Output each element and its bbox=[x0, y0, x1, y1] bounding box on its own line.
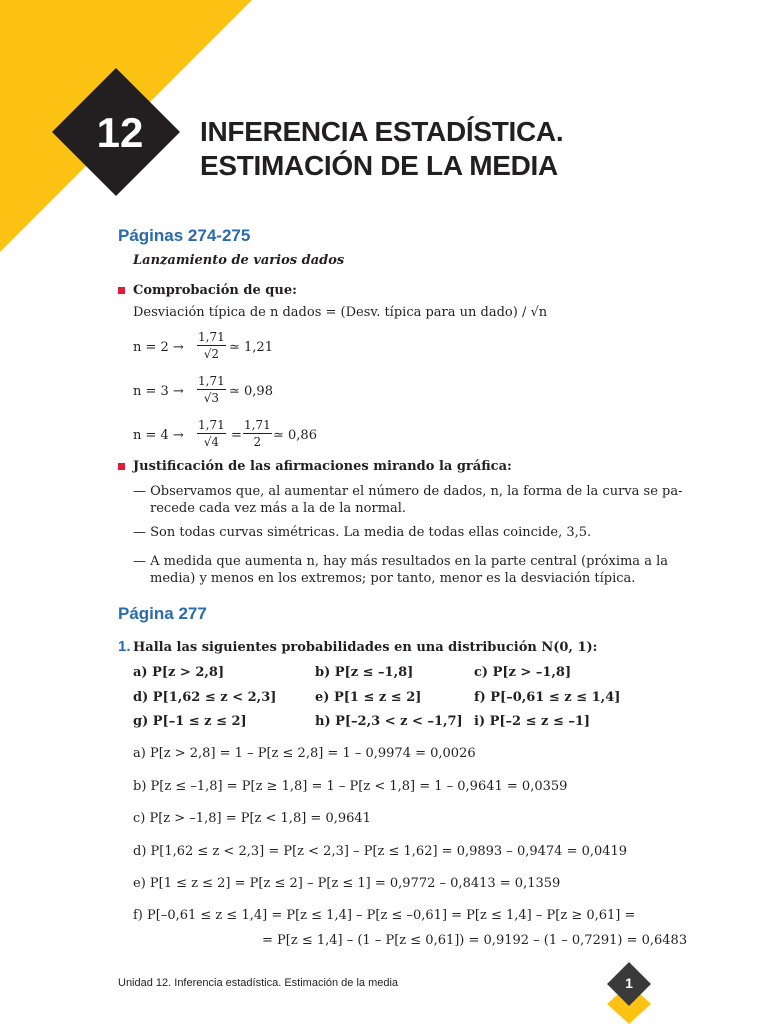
exercise-option-h: h) P[–2,3 < z < –1,7] bbox=[315, 714, 463, 729]
row-n4-result: ≃ 0,86 bbox=[273, 428, 317, 443]
row-n2-label: n = 2 → bbox=[133, 340, 184, 355]
fraction-denominator: √2 bbox=[203, 347, 219, 361]
row-n4-fraction2 bbox=[243, 418, 272, 449]
list-item-3-line1: — A medida que aumenta n, hay más resultados en la parte central (próxima a la bbox=[133, 554, 668, 569]
section-heading-277: Página 277 bbox=[118, 604, 207, 623]
list-item-2: — Son todas curvas simétricas. La media de todas ellas coincide, 3,5. bbox=[133, 525, 592, 540]
row-n3-fraction bbox=[197, 374, 226, 405]
page-title-line2: ESTIMACIÓN DE LA MEDIA bbox=[200, 150, 558, 181]
answer-f: f) P[–0,61 ≤ z ≤ 1,4] = P[z ≤ 1,4] – P[z ≤ –0,61] = P[z ≤ 1,4] – P[z ≥ 0,61] = bbox=[133, 908, 636, 923]
row-n2-result: ≃ 1,21 bbox=[229, 340, 273, 355]
page-number-diamond-icon bbox=[605, 962, 653, 1024]
fraction-numerator: 1,71 bbox=[198, 418, 225, 432]
desviacion-text: Desviación típica de n dados = (Desv. típica para un dado) / √n bbox=[133, 305, 548, 320]
fraction-numerator: 1,71 bbox=[244, 418, 271, 432]
list-item-3-line2: media) y menos en los extremos; por tanto, menor es la desviación típica. bbox=[150, 571, 636, 586]
row-n4-fraction bbox=[197, 418, 226, 449]
section-subtitle: Lanzamiento de varios dados bbox=[133, 253, 345, 268]
footer-unit-title: Unidad 12. Inferencia estadística. Estimación de la media bbox=[118, 977, 399, 989]
page-number: 1 bbox=[625, 975, 633, 991]
exercise-option-c: c) P[z > –1,8] bbox=[474, 665, 572, 680]
exercise-statement: Halla las siguientes probabilidades en una distribución N(0, 1): bbox=[133, 640, 598, 655]
fraction-denominator: 2 bbox=[253, 435, 262, 449]
bullet-heading-comprobacion: Comprobación de que: bbox=[133, 283, 297, 298]
fraction-denominator: √4 bbox=[203, 435, 219, 449]
fraction-numerator: 1,71 bbox=[198, 330, 225, 344]
exercise-option-f: f) P[–0,61 ≤ z ≤ 1,4] bbox=[474, 690, 621, 705]
exercise-option-e: e) P[1 ≤ z ≤ 2] bbox=[315, 690, 422, 705]
exercise-option-i: i) P[–2 ≤ z ≤ –1] bbox=[474, 714, 591, 729]
answer-a: a) P[z > 2,8] = 1 – P[z ≤ 2,8] = 1 – 0,9974 = 0,0026 bbox=[133, 746, 476, 761]
answer-d: d) P[1,62 ≤ z < 2,3] = P[z < 2,3] – P[z ≤ 1,62] = 0,9893 – 0,9474 = 0,0419 bbox=[133, 844, 628, 859]
answer-c: c) P[z > –1,8] = P[z < 1,8] = 0,9641 bbox=[133, 811, 371, 826]
page-title-line1: INFERENCIA ESTADÍSTICA. bbox=[200, 116, 564, 147]
row-n4-equals: = bbox=[231, 428, 242, 443]
answer-f-continuation: = P[z ≤ 1,4] – (1 – P[z ≤ 0,61]) = 0,9192 – (1 – 0,7291) = 0,6483 bbox=[262, 933, 688, 948]
unit-number: 12 bbox=[96, 109, 144, 156]
answer-e: e) P[1 ≤ z ≤ 2] = P[z ≤ 2] – P[z ≤ 1] = 0,9772 – 0,8413 = 0,1359 bbox=[133, 876, 561, 891]
list-item-1-line1: — Observamos que, al aumentar el número de dados, n, la forma de la curva se pa- bbox=[133, 484, 683, 499]
exercise-option-a: a) P[z > 2,8] bbox=[133, 665, 225, 680]
row-n3-result: ≃ 0,98 bbox=[229, 384, 273, 399]
fraction-numerator: 1,71 bbox=[198, 374, 225, 388]
list-item-1-line2: recede cada vez más a la de la normal. bbox=[150, 501, 407, 516]
row-n2-fraction bbox=[197, 330, 226, 361]
bullet-heading-justificacion: Justificación de las afirmaciones mirando la gráfica: bbox=[133, 459, 512, 474]
row-n4-label: n = 4 → bbox=[133, 428, 184, 443]
bullet-square-icon bbox=[118, 463, 125, 470]
bullet-square-icon bbox=[118, 287, 125, 294]
exercise-option-g: g) P[–1 ≤ z ≤ 2] bbox=[133, 714, 247, 729]
exercise-option-b: b) P[z ≤ –1,8] bbox=[315, 665, 414, 680]
exercise-option-d: d) P[1,62 ≤ z < 2,3] bbox=[133, 690, 277, 705]
row-n3-label: n = 3 → bbox=[133, 384, 184, 399]
fraction-denominator: √3 bbox=[203, 391, 219, 405]
section-heading-274: Páginas 274-275 bbox=[118, 226, 251, 245]
exercise-number: 1. bbox=[118, 638, 131, 655]
answer-b: b) P[z ≤ –1,8] = P[z ≥ 1,8] = 1 – P[z < 1,8] = 1 – 0,9641 = 0,0359 bbox=[133, 779, 568, 794]
